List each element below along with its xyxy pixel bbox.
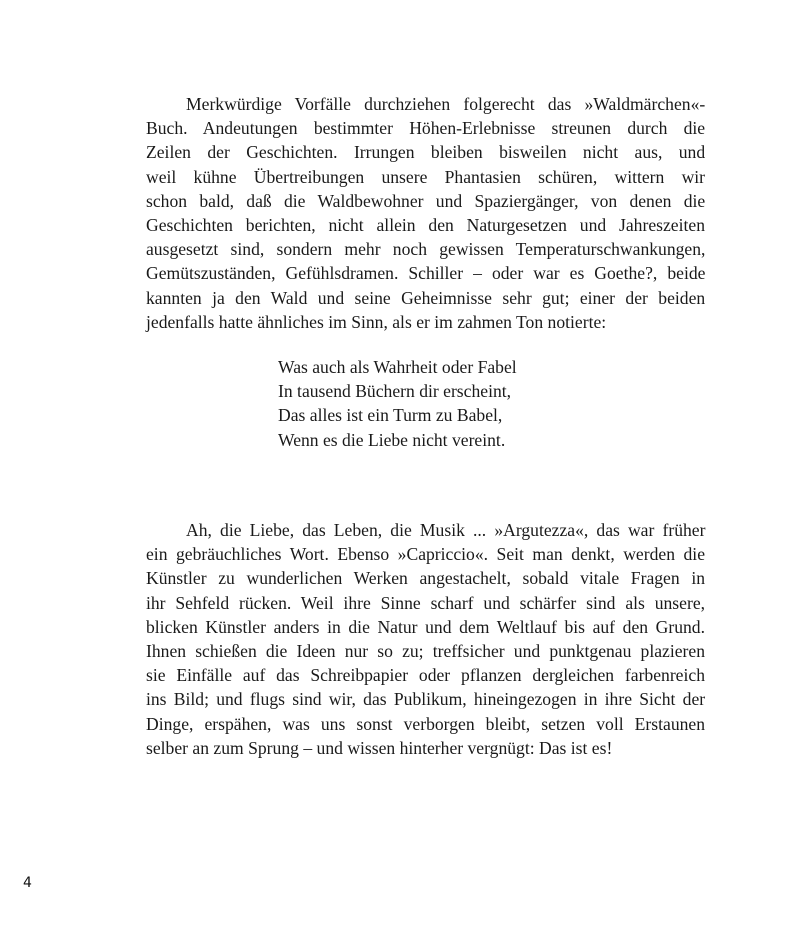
paragraph-line: kannten ja den Wald und seine Geheimnisse sehr gut; einer der beiden (146, 287, 706, 308)
paragraph-line: Geschichten berichten, nicht allein den Naturgesetzen und Jahreszeiten (146, 215, 705, 236)
paragraph-line: Gemütszuständen, Gefühlsdramen. Schiller – oder war es Goethe?, beide (146, 263, 706, 284)
paragraph-line: Merkwürdige Vorfälle durchziehen folgerecht das »Waldmärchen«- (186, 94, 706, 114)
verse-quotation (278, 355, 517, 452)
paragraph-2 (146, 518, 705, 760)
paragraph-line: ein gebräuchliches Wort. Ebenso »Capriccio«. Seit man denkt, werden die (146, 544, 706, 565)
verse-line: Was auch als Wahrheit oder Fabel (278, 357, 517, 377)
paragraph-line: Buch. Andeutungen bestimmter Höhen-Erlebnisse streunen durch die (146, 118, 706, 139)
paragraph-line: selber an zum Sprung – und wissen hinterher vergnügt: Das ist es! (146, 737, 613, 758)
paragraph-line: weil kühne Übertreibungen unsere Phantasien schüren, wittern wir (146, 166, 706, 187)
paragraph-line: Künstler zu wunderlichen Werken angestachelt, sobald vitale Fragen in (146, 568, 705, 589)
paragraph-line: jedenfalls hatte ähnliches im Sinn, als er im zahmen Ton notierte: (146, 311, 607, 332)
verse-line: Wenn es die Liebe nicht vereint. (278, 429, 506, 450)
paragraph-line: Ihnen schießen die Ideen nur so zu; treffsicher und punktgenau plazieren (146, 641, 705, 662)
page-number: 4 (23, 875, 32, 891)
verse-line: Das alles ist ein Turm zu Babel, (278, 405, 503, 426)
paragraph-line: blicken Künstler anders in die Natur und dem Weltlauf bis auf den Grund. (146, 616, 705, 637)
paragraph-line: sie Einfälle auf das Schreibpapier oder pflanzen dergleichen farbenreich (146, 665, 705, 686)
paragraph-line: Zeilen der Geschichten. Irrungen bleiben bisweilen nicht aus, und (146, 142, 706, 163)
paragraph-line: ausgesetzt sind, sondern mehr noch gewissen Temperaturschwankungen, (146, 239, 706, 260)
paragraph-line: schon bald, daß die Waldbewohner und Spaziergänger, von denen die (146, 190, 706, 211)
paragraph-line: ihr Sehfeld rücken. Weil ihre Sinne scharf und schärfer sind als unsere, (146, 592, 706, 613)
verse-line: In tausend Büchern dir erscheint, (278, 381, 512, 402)
paragraph-1 (146, 92, 705, 334)
paragraph-line: ins Bild; und flugs sind wir, das Publikum, hineingezogen in ihre Sicht der (146, 689, 706, 710)
paragraph-line: Dinge, erspähen, was uns sonst verborgen bleibt, setzen voll Erstaunen (146, 713, 706, 734)
paragraph-line: Ah, die Liebe, das Leben, die Musik ... »Argutezza«, das war früher (186, 520, 706, 540)
